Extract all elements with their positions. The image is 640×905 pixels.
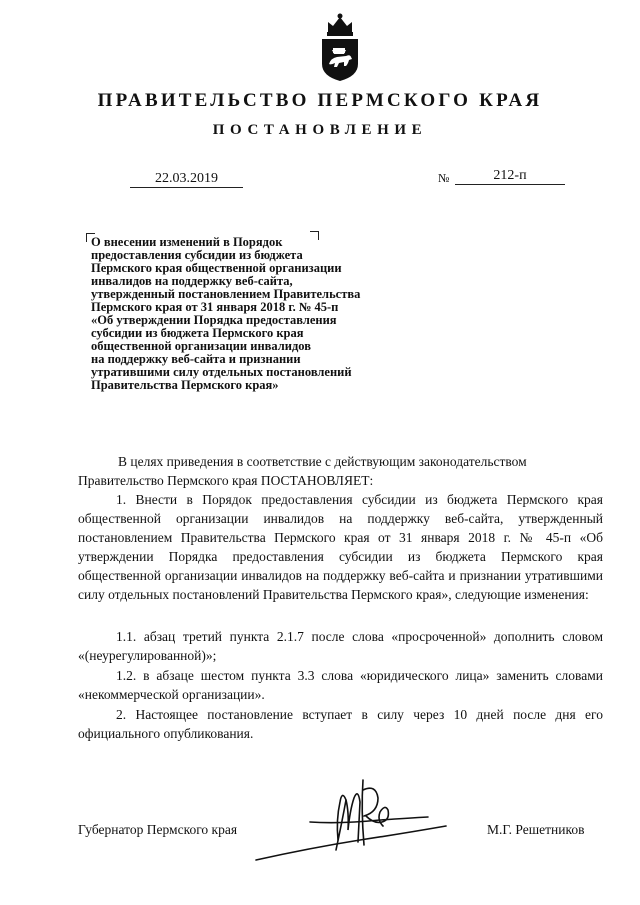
intro-line-2: Правительство Пермского края ПОСТАНОВЛЯЕТ:: [78, 473, 374, 488]
subject-line: инвалидов на поддержку веб-сайта,: [91, 274, 293, 288]
subject-line: субсидии из бюджета Пермского края: [91, 326, 304, 340]
signatory-name: М.Г. Решетников: [487, 822, 585, 837]
paragraph-1-2: 1.2. в абзаце шестом пункта 3.3 слова «юридического лица» заменить словами «некоммерческой организации».: [78, 668, 603, 702]
subject-line: утвержденный постановлением Правительства: [91, 287, 361, 301]
subject-line: «Об утверждении Порядка предоставления: [91, 313, 337, 327]
subject-line: Пермского края общественной организации: [91, 261, 342, 275]
signatory-position: Губернатор Пермского края: [78, 822, 238, 837]
government-title: ПРАВИТЕЛЬСТВО ПЕРМСКОГО КРАЯ: [97, 90, 543, 111]
intro-line-1: В целях приведения в соответствие с действующим законодательством: [118, 454, 527, 469]
document-type: ПОСТАНОВЛЕНИЕ: [212, 122, 428, 138]
document-subject: [91, 236, 421, 392]
number-sign: №: [438, 171, 450, 185]
document-number: 212-п: [455, 167, 565, 185]
subject-line: Пермского края от 31 января 2018 г. № 45-п: [91, 300, 339, 314]
subject-line: общественной организации инвалидов: [91, 339, 312, 353]
paragraph-1-1: 1.1. абзац третий пункта 2.1.7 после слова «просроченной» дополнить словом «(неурегулированной)»;: [78, 629, 603, 663]
subject-line: предоставления субсидии из бюджета: [91, 248, 303, 262]
paragraph-2: 2. Настоящее постановление вступает в силу через 10 дней после дня его официального опубликования.: [78, 707, 603, 741]
subject-line: Правительства Пермского края»: [91, 378, 279, 392]
subject-line: на поддержку веб-сайта и признании: [91, 352, 301, 366]
paragraph-1: 1. Внести в Порядок предоставления субсидии из бюджета Пермского края общественной организации инвалидов на поддержку веб-сайта, утвержденный постановлением Правительства Пермского края от 31 января 2018 г. № 45-п «Об утверждении Порядка предоставления субсидии из бюджета Пермского края общественной организации инвалидов на поддержку веб-сайта и признании утратившими силу отдельных постановлений Правительства Пермского края», следующие изменения:: [78, 492, 603, 602]
coat-of-arms-icon: [319, 12, 361, 82]
subject-line: О внесении изменений в Порядок: [91, 235, 283, 249]
subject-line: утратившими силу отдельных постановлений: [91, 365, 352, 379]
document-date: 22.03.2019: [130, 170, 243, 188]
handwritten-signature: [250, 760, 450, 870]
